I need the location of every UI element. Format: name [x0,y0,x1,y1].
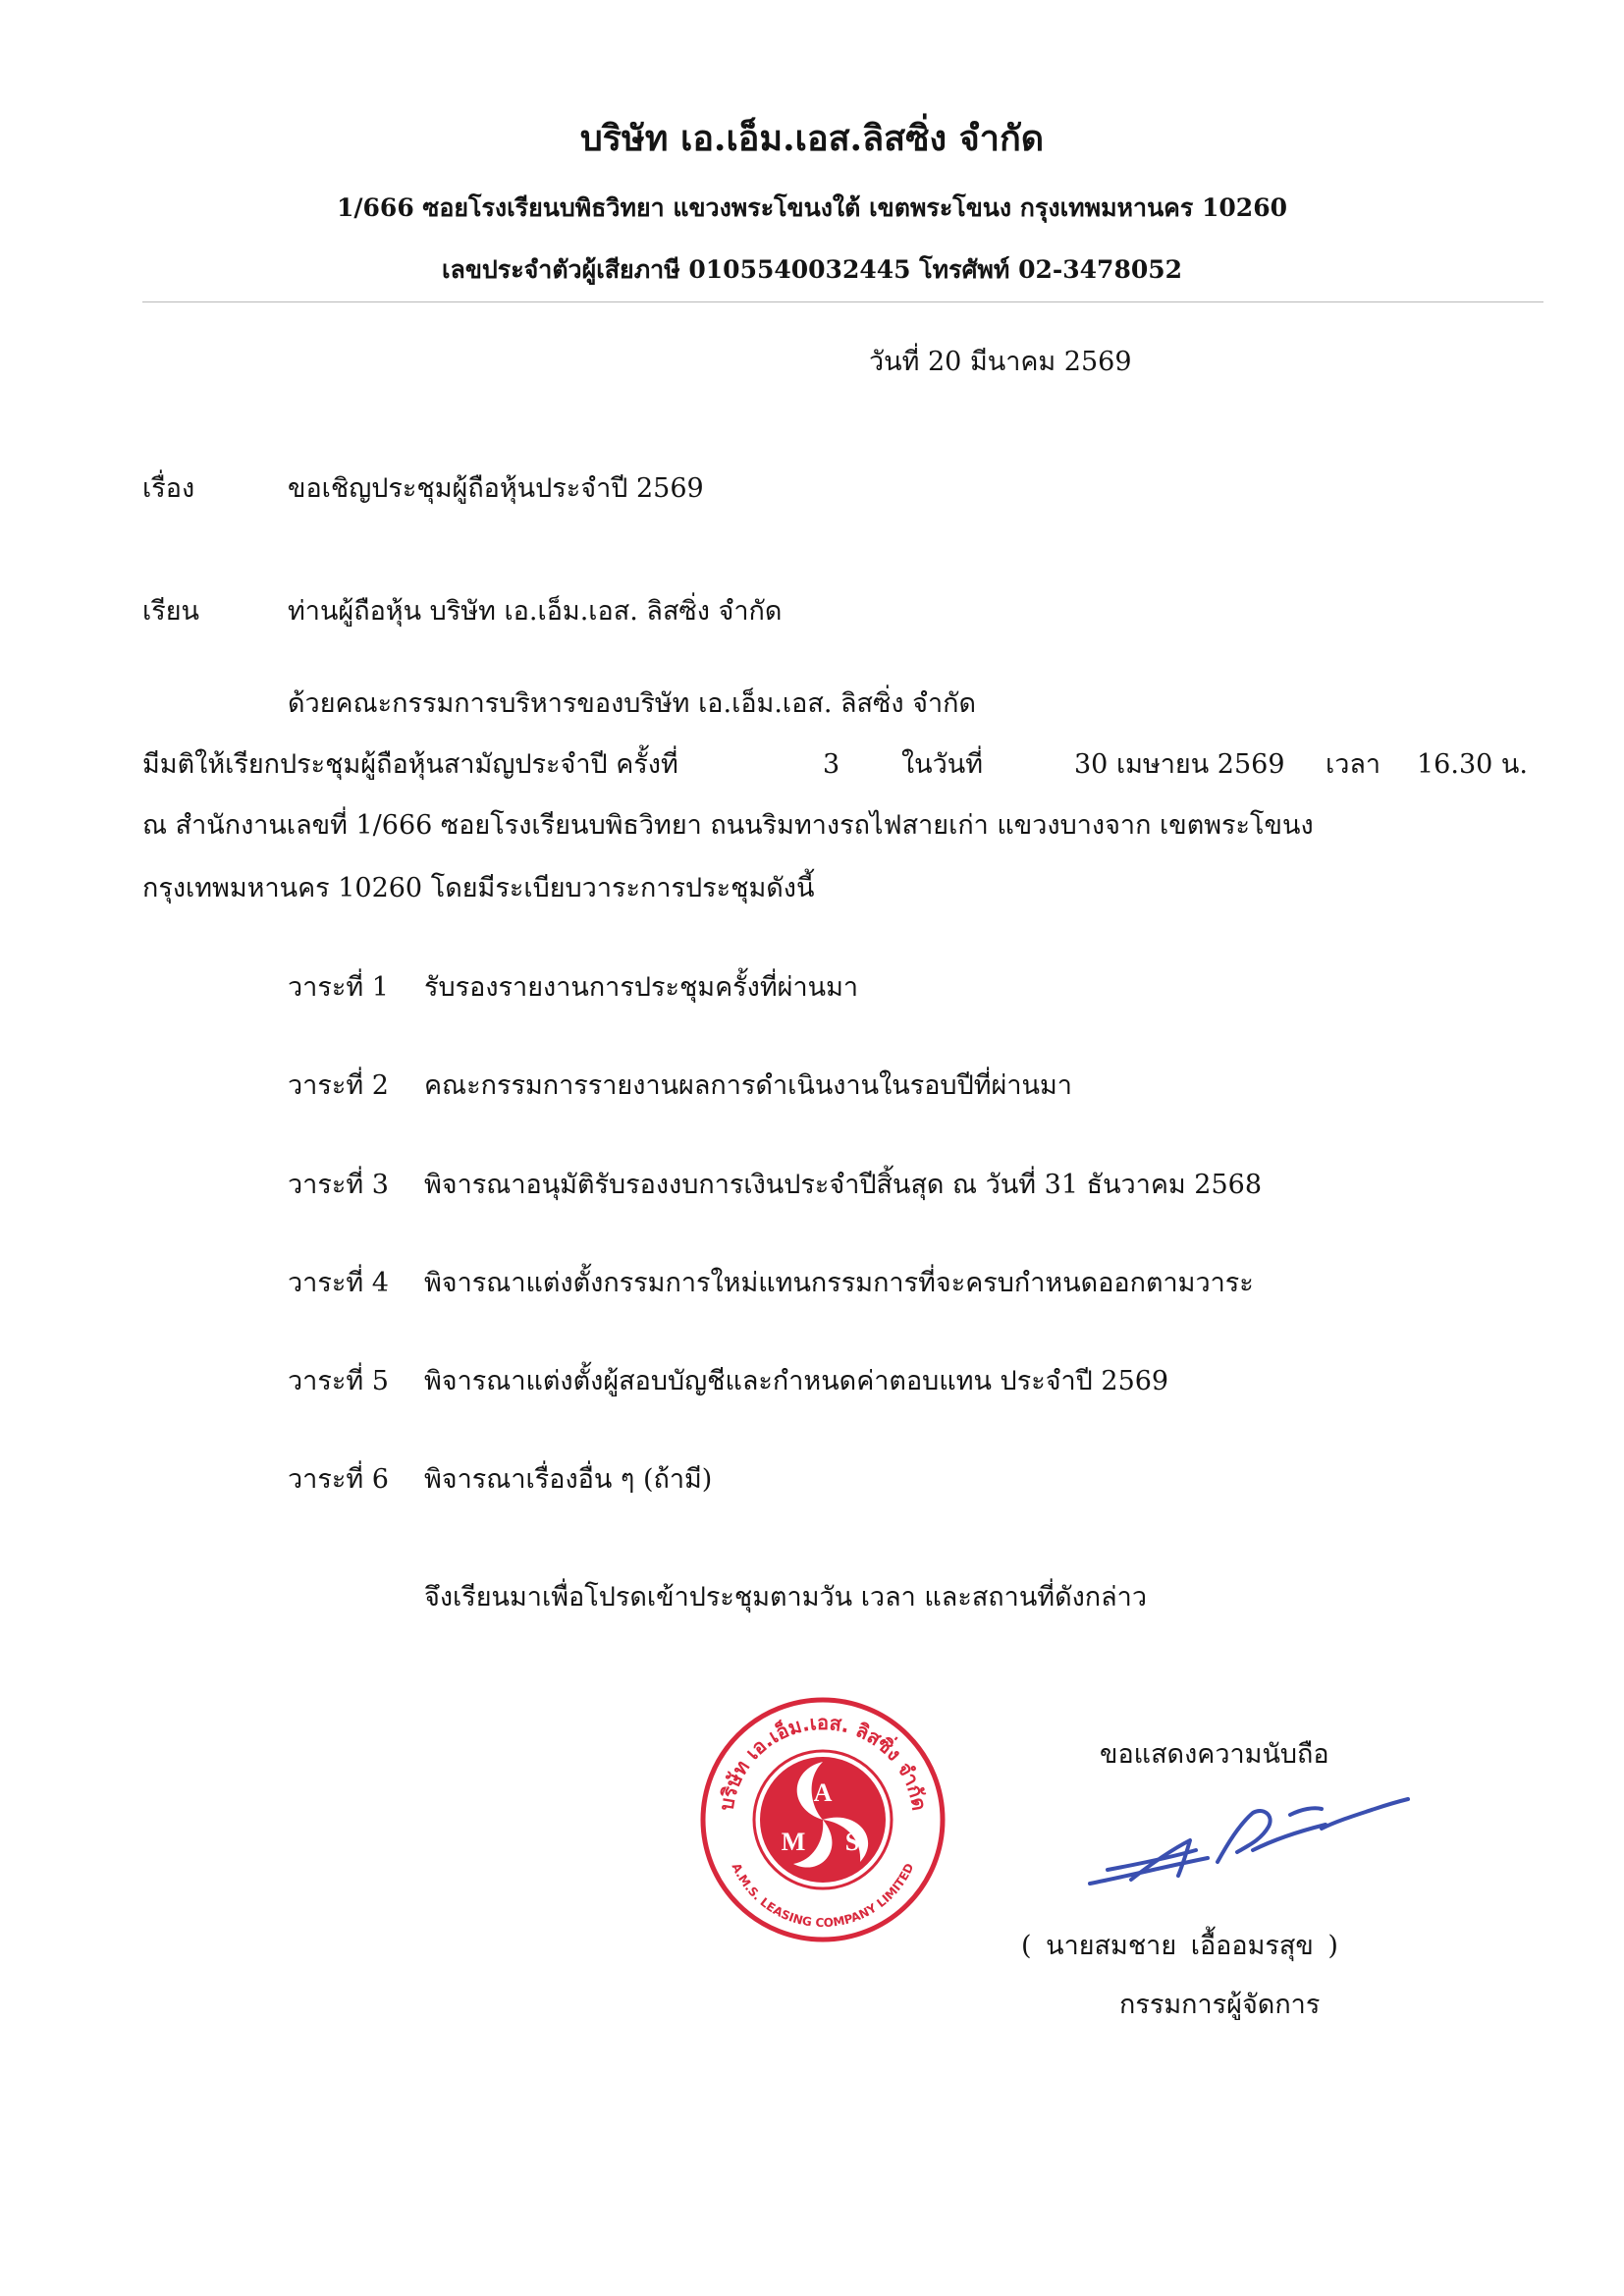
seal-letter-m: M [781,1828,806,1856]
agenda-label-6: วาระที่ 6 [288,1464,389,1495]
company-name: บริษัท เอ.เอ็ม.เอส.ลิสซิ่ง จำกัด [579,118,1045,159]
meeting-number: 3 [823,749,840,780]
seal-bottom-text: A.M.S. LEASING COMPANY LIMITED [729,1861,917,1931]
subject-label: เรื่อง [142,473,195,504]
triskelion-icon [760,1757,886,1883]
signature [1080,1785,1414,1903]
agenda-text-6: พิจารณาเรื่องอื่น ๆ (ถ้ามี) [424,1464,713,1495]
seal-letter-s: S [844,1828,860,1856]
meeting-date: 30 เมษายน 2569 [1074,749,1285,780]
header-divider [142,301,1543,302]
agenda-label-2: วาระที่ 2 [288,1070,389,1101]
seal-letter-a: A [813,1778,833,1807]
agenda-text-1: รับรองรายงานการประชุมครั้งที่ผ่านมา [424,972,859,1003]
tax-and-phone: เลขประจำตัวผู้เสียภาษี 0105540032445 โทรศัพท์ 02-3478052 [441,255,1183,284]
meeting-time: 16.30 น. [1417,749,1528,780]
agenda-text-5: พิจารณาแต่งตั้งผู้สอบบัญชีและกำหนดค่าตอบแทน ประจำปี 2569 [424,1366,1169,1396]
agenda-label-5: วาระที่ 5 [288,1366,389,1396]
signer-title: กรรมการผู้จัดการ [1119,1990,1321,2020]
subject-text: ขอเชิญประชุมผู้ถือหุ้นประจำปี 2569 [288,473,704,504]
agenda-text-3: พิจารณาอนุมัติรับรองงบการเงินประจำปีสิ้นสุด ณ วันที่ 31 ธันวาคม 2568 [424,1170,1263,1200]
closing-line: จึงเรียนมาเพื่อโปรดเข้าประชุมตามวัน เวลา และสถานที่ดังกล่าว [424,1582,1148,1613]
recipient-text: ท่านผู้ถือหุ้น บริษัท เอ.เอ็ม.เอส. ลิสซิ่ง จำกัด [288,596,783,627]
body-line-1: ด้วยคณะกรรมการบริหารของบริษัท เอ.เอ็ม.เอส. ลิสซิ่ง จำกัด [288,688,976,719]
letter-date: วันที่ 20 มีนาคม 2569 [869,347,1132,377]
agenda-label-4: วาระที่ 4 [288,1268,389,1298]
body-line-2: มีมติให้เรียกประชุมผู้ถือหุ้นสามัญประจำปี ครั้งที่ [142,749,678,780]
agenda-text-2: คณะกรรมการรายงานผลการดำเนินงานในรอบปีที่ผ่านมา [424,1070,1072,1101]
company-address: 1/666 ซอยโรงเรียนบพิธวิทยา แขวงพระโขนงใต้ เขตพระโขนง กรุงเทพมหานคร 10260 [337,193,1287,222]
company-seal [699,1691,947,1948]
body-line-3: ณ สำนักงานเลขที่ 1/666 ซอยโรงเรียนบพิธวิทยา ถนนริมทางรถไฟสายเก่า แขวงบางจาก เขตพระโขนง [142,810,1314,841]
regards-text: ขอแสดงความนับถือ [1100,1739,1329,1770]
seal-top-text: บริษัท เอ.เอ็ม.เอส. ลิสซิ่ง จำกัด [714,1710,932,1813]
signer-name: ( นายสมชาย เอื้ออมรสุข ) [1021,1931,1338,1961]
on-date-label: ในวันที่ [901,749,984,780]
time-label: เวลา [1326,749,1381,780]
agenda-label-3: วาระที่ 3 [288,1170,389,1200]
agenda-text-4: พิจารณาแต่งตั้งกรรมการใหม่แทนกรรมการที่จะครบกำหนดออกตามวาระ [424,1268,1254,1298]
agenda-label-1: วาระที่ 1 [288,972,389,1003]
body-line-4: กรุงเทพมหานคร 10260 โดยมีระเบียบวาระการประชุมดังนี้ [142,873,815,903]
recipient-label: เรียน [142,596,200,627]
